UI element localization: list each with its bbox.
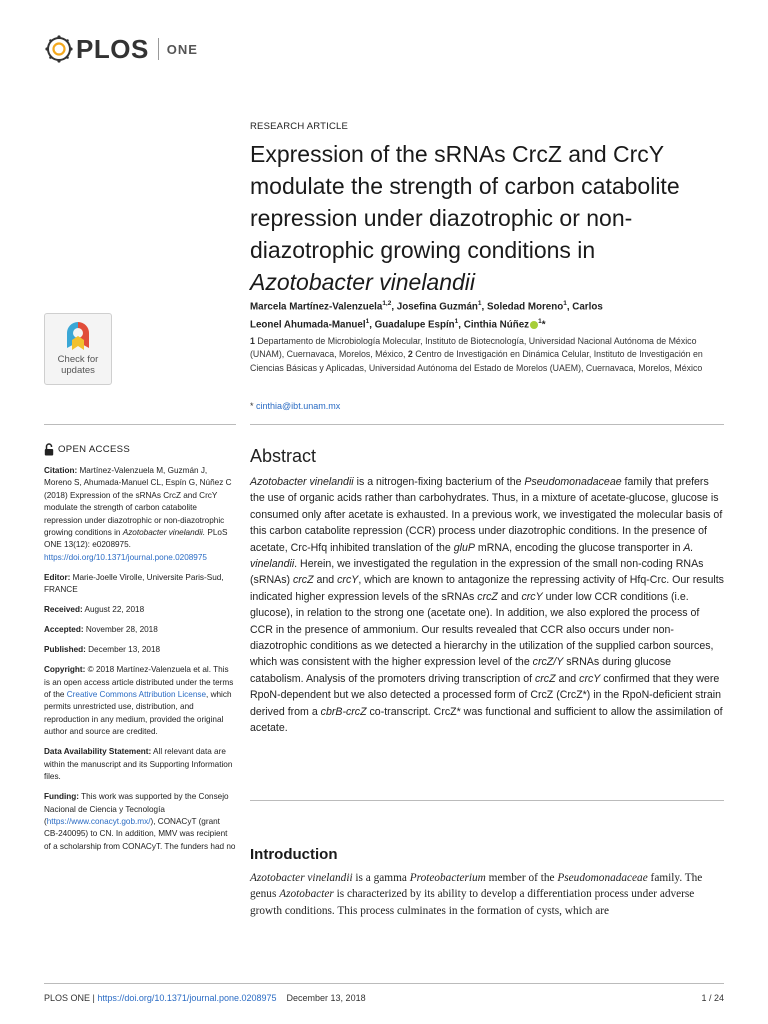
affiliation-number: 1 [250,336,255,346]
crossmark-label-line: Check for [57,354,99,365]
gene-name: crcZ [292,574,314,587]
section-divider [250,424,724,425]
abstract-text: confirmed that they were RpoN-dependent but we also detected a processed form of CrcZ (CrcZ*) in the RpoN-deficient strain derived from a [250,672,722,718]
author-name[interactable]: , Soledad Moreno [481,301,564,313]
species-name: Azotobacter vinelandii. [122,528,206,538]
article-type: RESEARCH ARTICLE [250,121,349,132]
abstract-paragraph [250,474,724,737]
author-name[interactable]: Marcela Martínez-Valenzuela [250,301,383,313]
affiliation-marker: 1 [477,300,482,307]
abstract-text: co-transcript. CrcZ* was functional and sufficient to allow the assimilation of acetate. [250,705,723,735]
gene-name: crcY [337,574,359,587]
abstract-text: and [313,574,338,587]
author-name[interactable]: , Carlos [566,301,603,313]
check-for-updates-button[interactable] [44,313,112,385]
meta-text: August 22, 2018 [82,605,145,615]
footer-separator: | [90,993,98,1003]
abstract-body [250,474,724,737]
meta-text: ), CONACyT (grant CB-240095) to CN. In addition, MMV was recipient of a scholarship from CONACyT. The funders had no [44,816,236,851]
abstract-text: under low CCR conditions (i.e. glucose), in relation to the strong one (acetate one). In addition, we also explored the process of CCR in the presence of ammonium. Our results revealed that CCR also occurs under non-diazotrophic conditions as we detected a hierarchy in the utilization of the supplied carbon sources, which was consistent with the higher expression level of the [250,590,714,669]
editor-block [44,572,236,597]
abstract-text: . Herein, we investigated the regulation in the expression of the small non-coding RNAs (sRNAs) [250,558,704,587]
author-name[interactable]: , Guadalupe Espín [369,319,455,331]
author-name[interactable]: , Josefina Guzmán [391,301,478,313]
abstract-text: and [555,672,580,685]
gene-name: crcY [521,590,543,603]
meta-text: Marie-Joelle Virolle, Universite Paris-Sud, FRANCE [44,572,224,595]
abstract-text: , which are known to antagonize the repressing activity of Hfq-Crc. Our results indicated higher expression levels of the sRNAs [250,574,724,603]
affiliation-number: 2 [407,349,413,360]
open-access-badge [44,443,130,456]
affiliation-text: Departamento de Microbiología Molecular, Instituto de Biotecnología, Universidad Nacional Autónoma de México (UNAM), Cuernavaca, Morelos, México, [250,336,697,360]
abstract-heading: Abstract [250,446,317,466]
journal-brand: PLOS [76,33,149,64]
species-name: A. vinelandii [250,541,694,571]
funder-link[interactable]: https://www.conacyt.gob.mx/ [46,816,151,826]
correspondence-star: * [250,401,254,411]
affiliations [250,335,720,375]
meta-text: PLoS ONE 13(12): e0208975. [44,528,228,550]
footer-date: December 13, 2018 [286,993,366,1003]
meta-text: December 13, 2018 [85,645,161,655]
affiliation-marker: 1 [454,318,459,326]
title-line: repression under diazotrophic or non- [250,205,633,231]
footer-divider [44,983,724,984]
logo-divider [158,38,159,60]
meta-text: This work was supported by the Consejo Nacional de Ciencia y Tecnología ( [44,792,229,826]
footer-doi-link[interactable]: https://doi.org/10.1371/journal.pone.0208975 [97,993,277,1003]
article-title [250,138,730,298]
journal-logo[interactable] [44,34,198,64]
crossmark-icon [65,320,91,352]
data-availability-block [44,746,236,783]
meta-text: , which permits unrestricted use, distribution, and reproduction in any medium, provided the original author and source are credited. [44,690,232,737]
section-divider [250,800,724,801]
title-species: Azotobacter vinelandii [250,269,476,295]
intro-text: is a gamma [352,872,410,884]
family-name: Pseudomonadaceae [557,872,648,884]
license-link[interactable]: Creative Commons Attribution License [66,690,207,700]
open-access-label: OPEN ACCESS [58,444,131,455]
crossmark-label [45,354,111,376]
open-lock-icon [44,443,54,456]
page-footer [44,993,724,1003]
intro-text: family. The genus [250,872,703,901]
meta-label: Received: [44,605,83,615]
meta-label: Editor: [44,572,71,582]
gene-name: gluP [453,541,475,554]
species-name: Azotobacter vinelandii [250,872,353,884]
meta-label: Copyright: [44,665,86,675]
meta-label: Published: [44,645,86,655]
article-metadata [44,465,236,861]
crossmark-label-line: updates [61,365,95,376]
affiliation-marker: 1 [538,318,542,326]
funding-block [44,791,236,853]
journal-sub: ONE [166,41,198,57]
author-name[interactable]: , Cinthia Núñez [458,319,530,331]
affiliation-marker: 1,2 [382,300,392,307]
meta-text: All relevant data are within the manuscript and its Supporting Information files. [44,747,233,782]
affiliation-text: Centro de Investigación en Dinámica Celular, Instituto de Investigación en Ciencias Básicas y Aplicadas, Universidad Autónoma del Estado de Morelos (UAEM), Cuernavaca, Morelos, México [250,349,703,373]
title-line: diazotrophic growing conditions in [250,237,596,263]
correspondence [250,401,340,411]
plos-logo-icon [44,34,74,64]
accepted-block [44,624,236,636]
gene-name: crcZ [534,672,556,685]
meta-text: Martínez-Valenzuela M, Guzmán J, Moreno S, Ahumada-Manuel CL, Espín G, Núñez C (2018) Expression of the sRNAs CrcZ and CrcY modulate the strength of carbon catabolite repression under diazotrophic or non-diazotrophic growing conditions in [44,466,232,538]
family-name: Pseudomonadaceae [524,476,622,488]
sidebar-divider [44,424,236,425]
gene-name: cbrB-crcZ [320,705,367,718]
orcid-icon[interactable] [530,321,538,329]
gene-name: crcZ [477,590,498,603]
introduction-body [250,870,724,919]
affiliation-marker: 1 [365,318,370,326]
affiliation-marker: 1 [563,300,567,307]
gene-name: crcY [579,672,601,685]
abstract-text: is a nitrogen-fixing bacterium of the [353,476,525,488]
meta-label: Data Availability Statement: [44,747,152,757]
meta-text: November 28, 2018 [83,625,158,635]
introduction-heading: Introduction [250,846,338,863]
author-list [250,296,720,333]
intro-text: member of the [485,872,558,884]
abstract-text: sRNAs during glucose catabolism. Analysis of the promoters driving transcription of [250,656,672,685]
footer-journal: PLOS ONE [44,993,91,1003]
copyright-block [44,664,236,738]
gene-name: crcZ/Y [532,656,564,669]
citation-block [44,465,236,564]
meta-label: Accepted: [44,625,84,635]
title-line: modulate the strength of carbon catabolite [250,173,680,199]
species-name: Azotobacter vinelandii [250,476,354,488]
title-line: Expression of the sRNAs CrcZ and CrcY [250,141,665,167]
received-block [44,604,236,616]
genus-name: Azotobacter [279,888,334,901]
page-number: 1 / 24 [701,993,724,1003]
doi-link[interactable]: https://doi.org/10.1371/journal.pone.0208975 [44,552,207,562]
taxon-name: Proteobacterium [409,872,486,884]
abstract-text: and [497,590,522,603]
meta-label: Funding: [44,792,80,802]
author-name[interactable]: Leonel Ahumada-Manuel [250,319,366,331]
abstract-text: mRNA, encoding the glucose transporter in [474,541,684,554]
intro-text: is characterized by its ability to develop a differentiation process under adverse growth conditions. This process culminates in the formation of cysts, which are [250,888,695,917]
published-block [44,644,236,656]
email-link[interactable]: cinthia@ibt.unam.mx [256,401,341,411]
corresponding-star: * [541,319,546,331]
meta-text: © 2018 Martínez-Valenzuela et al. This is an open access article distributed under the terms of the [44,665,234,700]
abstract-text: family that prefers the use of organic acids rather than carbohydrates. Thus, in a mixture of acetate-glucose, glucose is consumed only after acetate is exhausted. In a previous work, we investigated the molecular basis of this carbon catabolite repression (CCR) process under diazotrophic conditions. In the presence of acetate, Crc-Hfq inhibited translation of the [250,476,723,554]
meta-label: Citation: [44,466,78,475]
